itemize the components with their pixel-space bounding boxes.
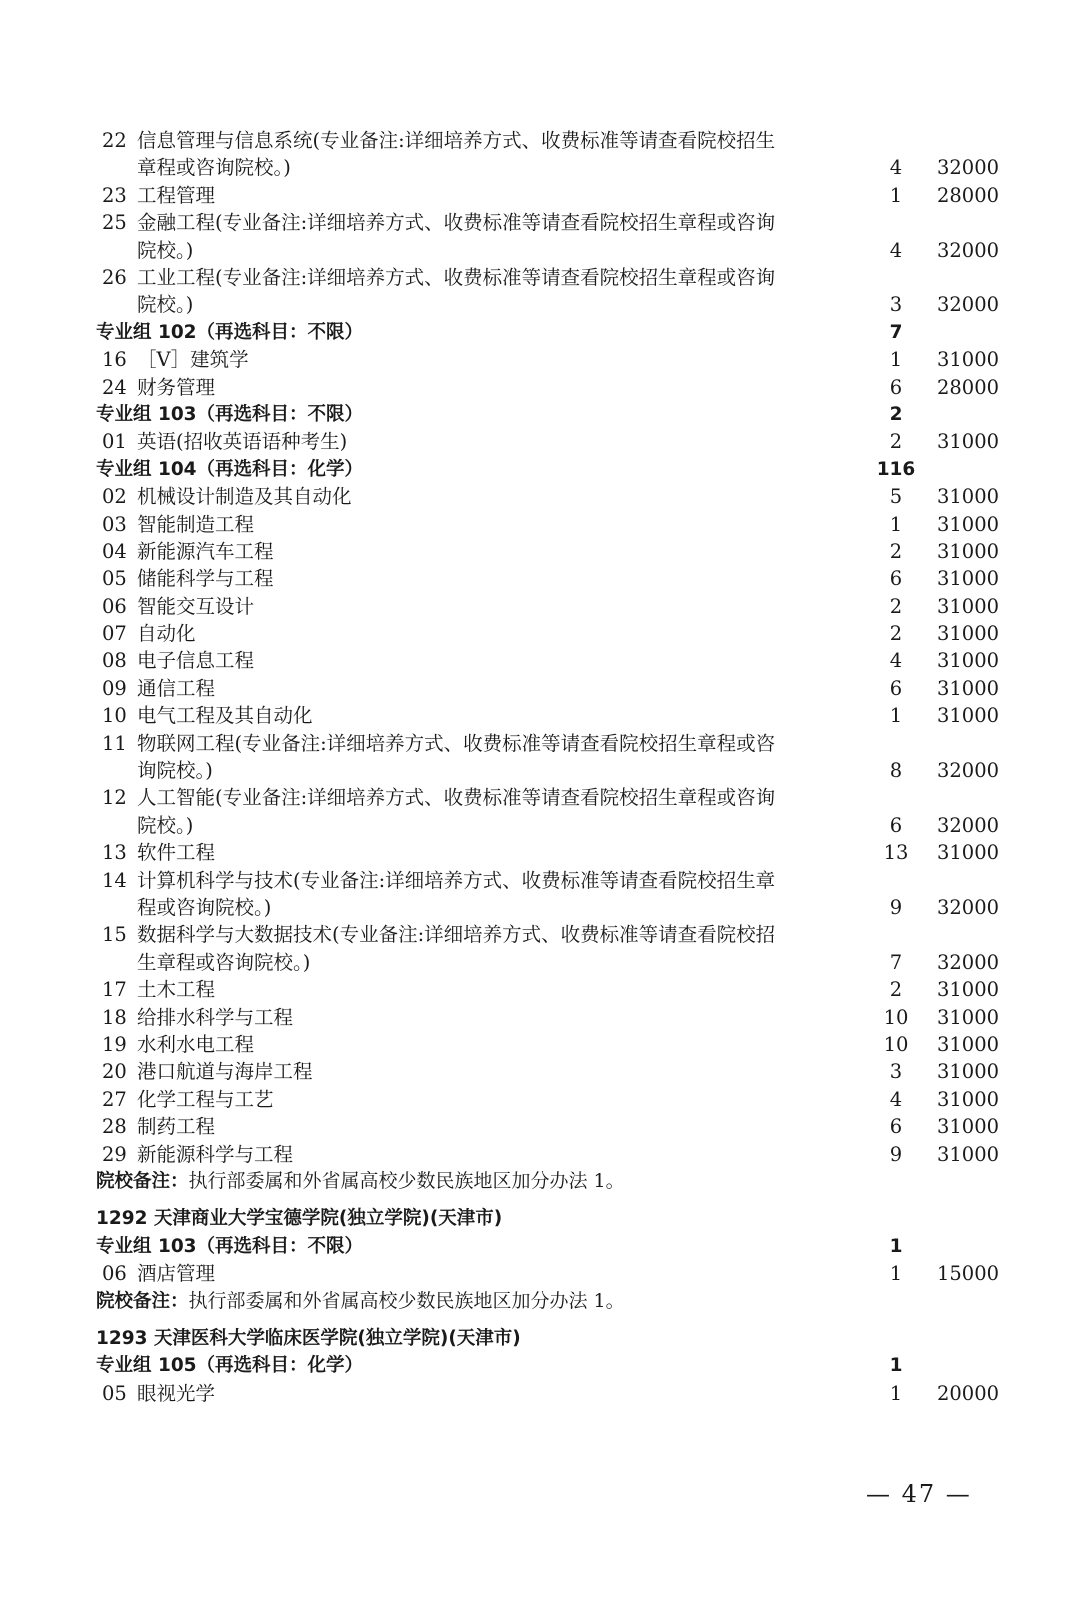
group-plan-count: 1: [889, 1235, 903, 1257]
note-text: 执行部委属和外省属高校少数民族地区加分办法 1。: [188, 1289, 625, 1312]
major-row: [96, 593, 1016, 620]
major-row: [96, 976, 1016, 1003]
major-code: 18: [102, 1005, 127, 1029]
tuition-fee: 31000: [936, 512, 1000, 536]
plan-count: 8: [889, 759, 903, 783]
group-title: 专业组 104（再选科目：化学）: [96, 458, 364, 480]
major-name: 金融工程(专业备注:详细培养方式、收费标准等请查看院校招生章程或咨询院校。): [137, 211, 776, 262]
major-name: 计算机科学与技术(专业备注:详细培养方式、收费标准等请查看院校招生章程或咨询院校。): [137, 868, 776, 920]
plan-count: 4: [889, 649, 903, 673]
tuition-fee: 31000: [936, 485, 1000, 509]
plan-count: 4: [889, 1087, 903, 1111]
major-name: 智能制造工程: [137, 512, 255, 536]
plan-count: 3: [889, 293, 903, 317]
plan-count: 1: [889, 1381, 903, 1405]
plan-count: 6: [889, 1115, 903, 1139]
plan-count: 1: [889, 512, 903, 536]
tuition-fee: 31000: [936, 1060, 1000, 1084]
major-code: 13: [102, 841, 127, 865]
major-code: 27: [102, 1087, 127, 1111]
group-title: 专业组 102（再选科目：不限）: [96, 321, 364, 343]
major-name: 电气工程及其自动化: [137, 704, 313, 728]
major-group-row: [96, 401, 1016, 428]
group-title: 专业组 103（再选科目：不限）: [96, 1235, 364, 1257]
major-name: 信息管理与信息系统(专业备注:详细培养方式、收费标准等请查看院校招生章程或咨询院校。): [137, 129, 776, 180]
major-row: [96, 784, 1016, 839]
major-group-row: [96, 1233, 1016, 1260]
plan-count: 9: [889, 896, 903, 920]
major-name: 财务管理: [137, 375, 216, 399]
tuition-fee: 31000: [936, 978, 1000, 1002]
major-name: 英语(招收英语语种考生): [137, 430, 348, 454]
tuition-fee: 32000: [936, 813, 1000, 837]
major-row: [96, 702, 1016, 729]
tuition-fee: 32000: [936, 896, 1000, 920]
major-row: [96, 511, 1016, 538]
major-name: 眼视光学: [137, 1381, 216, 1405]
page-number: — 47 —: [866, 1480, 972, 1508]
major-code: 07: [102, 622, 127, 646]
tuition-fee: 31000: [936, 567, 1000, 591]
major-name: 港口航道与海岸工程: [137, 1060, 313, 1084]
school-row: [96, 1205, 1016, 1232]
major-name: 机械设计制造及其自动化: [137, 485, 352, 509]
plan-count: 2: [889, 539, 903, 563]
major-row: [96, 346, 1016, 373]
major-code: 06: [102, 594, 127, 618]
major-row: [96, 565, 1016, 592]
school-row: [96, 1325, 1016, 1352]
major-row: [96, 675, 1016, 702]
tuition-fee: 31000: [936, 539, 1000, 563]
major-row: [96, 483, 1016, 510]
major-row: [96, 839, 1016, 866]
major-code: 28: [102, 1115, 127, 1139]
major-row: [96, 730, 1016, 785]
major-row: [96, 209, 1016, 264]
plan-count: 5: [889, 485, 903, 509]
major-name: 新能源科学与工程: [137, 1142, 294, 1166]
major-row: [96, 264, 1016, 319]
tuition-fee: 31000: [936, 1142, 1000, 1166]
major-code: 24: [102, 375, 127, 399]
tuition-fee: 31000: [936, 704, 1000, 728]
plan-count: 1: [889, 183, 903, 207]
group-title: 专业组 103（再选科目：不限）: [96, 403, 364, 425]
tuition-fee: 31000: [936, 676, 1000, 700]
plan-count: 7: [889, 950, 903, 974]
plan-count: 4: [889, 238, 903, 262]
tuition-fee: 31000: [936, 1115, 1000, 1139]
major-name: 水利水电工程: [137, 1033, 255, 1056]
tuition-fee: 28000: [936, 375, 1000, 399]
plan-count: 1: [889, 704, 903, 728]
tuition-fee: 32000: [936, 293, 1000, 317]
major-row: [96, 1031, 1016, 1058]
plan-count: 10: [883, 1005, 909, 1029]
major-name: 给排水科学与工程: [137, 1005, 294, 1029]
plan-count: 1: [889, 348, 903, 372]
major-code: 15: [102, 923, 127, 947]
major-row: [96, 1380, 1016, 1407]
note-label: 院校备注：: [96, 1170, 189, 1192]
major-code: 04: [102, 539, 127, 563]
tuition-fee: 15000: [936, 1262, 1000, 1286]
school-note: [96, 1288, 1016, 1315]
tuition-fee: 31000: [936, 649, 1000, 673]
plan-count: 6: [889, 567, 903, 591]
school-title: 1293 天津医科大学临床医学院(独立学院)(天津市): [96, 1327, 521, 1349]
school-note: [96, 1168, 1016, 1195]
major-code: 03: [102, 512, 127, 536]
major-code: 25: [102, 211, 127, 235]
plan-count: 2: [889, 594, 903, 618]
major-row: [96, 647, 1016, 674]
tuition-fee: 32000: [936, 238, 1000, 262]
major-name: 新能源汽车工程: [137, 539, 274, 563]
major-code: 22: [102, 129, 127, 152]
major-code: 17: [102, 978, 127, 1002]
tuition-fee: 32000: [936, 950, 1000, 974]
plan-count: 6: [889, 676, 903, 700]
tuition-fee: 31000: [936, 1032, 1000, 1056]
plan-count: 4: [889, 156, 903, 180]
major-row: [96, 1141, 1016, 1168]
major-row: [96, 1058, 1016, 1085]
note-text: 执行部委属和外省属高校少数民族地区加分办法 1。: [188, 1169, 625, 1192]
major-row: [96, 428, 1016, 455]
major-row: [96, 620, 1016, 647]
major-code: 23: [102, 183, 127, 207]
major-code: 05: [102, 1381, 127, 1405]
plan-count: 9: [889, 1142, 903, 1166]
major-name: 数据科学与大数据技术(专业备注:详细培养方式、收费标准等请查看院校招生章程或咨询院校。): [137, 923, 776, 974]
tuition-fee: 32000: [936, 156, 1000, 180]
tuition-fee: 31000: [936, 430, 1000, 454]
group-plan-count: 2: [889, 403, 903, 425]
major-code: 05: [102, 567, 127, 591]
tuition-fee: 31000: [936, 594, 1000, 618]
major-name: 化学工程与工艺: [137, 1087, 274, 1111]
group-plan-count: 1: [889, 1355, 903, 1377]
major-row: [96, 1113, 1016, 1140]
major-group-row: [96, 1352, 1016, 1379]
tuition-fee: 31000: [936, 348, 1000, 372]
major-group-row: [96, 319, 1016, 346]
major-row: [96, 1004, 1016, 1031]
note-label: 院校备注：: [96, 1290, 189, 1312]
tuition-fee: 31000: [936, 622, 1000, 646]
major-name: 人工智能(专业备注:详细培养方式、收费标准等请查看院校招生章程或咨询院校。): [137, 786, 776, 837]
tuition-fee: 31000: [936, 1005, 1000, 1029]
major-code: 14: [102, 868, 127, 892]
plan-count: 6: [889, 813, 903, 837]
major-name: 自动化: [137, 622, 196, 646]
major-row: [96, 921, 1016, 976]
school-title: 1292 天津商业大学宝德学院(独立学院)(天津市): [96, 1208, 503, 1230]
major-code: 06: [102, 1262, 127, 1286]
major-code: 26: [102, 265, 127, 289]
major-code: 08: [102, 649, 127, 673]
plan-count: 3: [889, 1060, 903, 1084]
tuition-fee: 32000: [936, 759, 1000, 783]
major-row: [96, 538, 1016, 565]
major-row: [96, 127, 1016, 182]
major-name: 工程管理: [137, 183, 216, 207]
major-name: 工业工程(专业备注:详细培养方式、收费标准等请查看院校招生章程或咨询院校。): [137, 265, 776, 317]
major-name: 酒店管理: [137, 1262, 216, 1286]
major-code: 20: [102, 1060, 127, 1084]
major-name: 储能科学与工程: [137, 567, 274, 591]
plan-count: 1: [889, 1262, 903, 1286]
major-code: 19: [102, 1033, 127, 1056]
major-name: 通信工程: [137, 676, 216, 700]
plan-count: 2: [889, 430, 903, 454]
major-name: 电子信息工程: [137, 649, 255, 673]
major-code: 02: [102, 485, 127, 509]
tuition-fee: 31000: [936, 841, 1000, 865]
enrollment-plan-list: [96, 127, 1016, 1407]
major-row: [96, 1086, 1016, 1113]
major-row: [96, 1260, 1016, 1287]
major-name: 软件工程: [137, 841, 216, 865]
major-row: [96, 182, 1016, 209]
major-name: 土木工程: [137, 978, 216, 1002]
major-code: 12: [102, 786, 127, 810]
tuition-fee: 28000: [936, 183, 1000, 207]
major-code: 11: [102, 731, 127, 755]
major-name: 制药工程: [137, 1115, 216, 1139]
major-name: 智能交互设计: [137, 594, 255, 618]
major-code: 09: [102, 676, 127, 700]
tuition-fee: 20000: [936, 1381, 1000, 1405]
major-group-row: [96, 456, 1016, 483]
plan-count: 10: [883, 1032, 909, 1056]
major-row: [96, 867, 1016, 922]
tuition-fee: 31000: [936, 1087, 1000, 1111]
plan-count: 6: [889, 375, 903, 399]
major-name: ［V］建筑学: [137, 348, 249, 372]
major-code: 16: [102, 348, 127, 372]
major-code: 01: [102, 430, 127, 454]
group-title: 专业组 105（再选科目：化学）: [96, 1355, 364, 1377]
major-row: [96, 374, 1016, 401]
group-plan-count: 116: [876, 458, 916, 480]
plan-count: 2: [889, 978, 903, 1002]
major-name: 物联网工程(专业备注:详细培养方式、收费标准等请查看院校招生章程或咨询院校。): [137, 731, 776, 783]
major-code: 10: [102, 704, 127, 728]
group-plan-count: 7: [889, 321, 903, 343]
major-code: 29: [102, 1142, 127, 1166]
plan-count: 2: [889, 622, 903, 646]
plan-count: 13: [883, 841, 909, 865]
